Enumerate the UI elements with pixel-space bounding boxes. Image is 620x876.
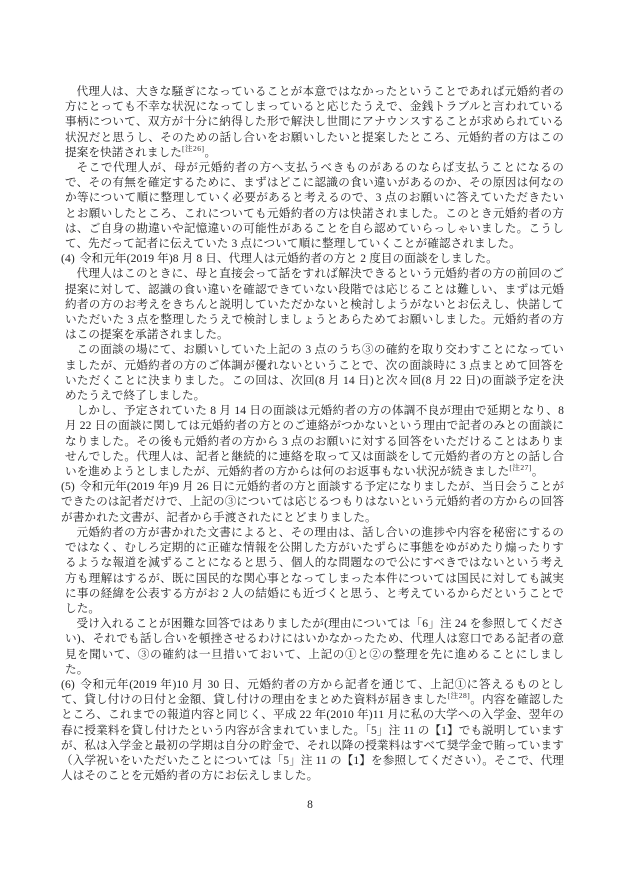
item-label: (6) <box>61 677 75 691</box>
paragraph: 代理人はこのときに、母と直接会って話をすれば解決できるという元婚約者の方の前回のご提案に対して、認識の食い違いを確認できていない段階では応じることは難しい、まずは元婚約者の方のお考えをきちんと説明していただかないと検討しようがないとお伝えし、快諾していただいた 3 点を整理したうえで検討しましょうとあらためてお願いしました。元婚約者の方はこの提案を承諾されました。 <box>65 267 564 342</box>
footnote-reference: [注28] <box>447 691 471 701</box>
footnote-reference: [注27] <box>509 463 532 473</box>
list-item-5: (5) 令和元年(2019 年)9 月 26 日に元婚約者の方と面談する予定になりましたが、当日会うことができたのは記者だけで、上記の③については応じるつもりはないという元婚約者の方からの回答が書かれた文書が、記者から手渡されたにとどまりました。 <box>61 480 564 524</box>
paragraph: しかし、予定されていた 8 月 14 日の面談は元婚約者の方の体調不良が理由で延期となり、8 月 22 日の面談に関しては元婚約者の方とのご連絡がつかないという理由で記者のみとの面談になりました。その後も元婚約者の方から 3 点のお願いに対する回答をいただけることはありませんでした。代理人は、記者と継続的に連絡を取って又は面談をして元婚約者の方との話し合いを進めようとしましたが、元婚約者の方からは何のお返事もない状況が続きました[注27]。 <box>65 404 564 479</box>
item-label: (5) <box>61 480 75 494</box>
paragraph: そこで代理人が、母が元婚約者の方へ支払うべきものがあるのならば支払うことになるので、その有無を確定するために、まずはどこに認識の食い違いがあるのか、その原因は何なのか等について順に整理していく必要があると考えるので、3 点のお願いに答えていただきたいとお願いしたところ、これについても元婚約者の方は快諾されました。このとき元婚約者の方は、ご自身の勘違いや記憶違いの可能性があることを自ら認めていらっしゃいました。こうして、先だって記者に伝えていた 3 点について順に整理していくことが確認されました。 <box>65 161 564 251</box>
paragraph: 元婚約者の方が書かれた文書によると、その理由は、話し合いの進捗や内容を秘密にするのではなく、むしろ定期的に正確な情報を公開した方がいたずらに事態をゆがめたり煽ったりするような報道を減ずることになると思う、個人的な問題なので公にすべきではないという考え方も理解はするが、既に国民的な関心事となってしまった本件については国民に対しても誠実に事の経緯を公表する方がお 2 人の結婚にも近づくと思う、と考えているからだということでした。 <box>65 525 564 615</box>
list-item-4: (4) 令和元年(2019 年)8 月 8 日、代理人は元婚約者の方と 2 度目の面談をしました。 <box>61 252 498 266</box>
list-item-6: (6) 令和元年(2019 年)10 月 30 日、元婚約者の方から記者を通じて、上記①に答えるものとして、貸し付けの日付と金額、貸し付けの理由をまとめた資料が届きました[注28]。内容を確認したところ、これまでの報道内容と同じく、平成 22 年(2010 年)11 月に私の大学への入学金、翌年の春に授業料を貸し付けたという内容が含まれていました。「5」注 11 の【1】でも説明していますが、私は入学金と最初の学期は自分の貯金で、それ以降の授業料はすべて奨学金で賄っています（入学祝いをいただいたことについては「5」注 11 の【1】を参照してください）。そこで、代理人はそのことを元婚約者の方にお伝えしました。 <box>61 677 564 783</box>
page-number: 8 <box>307 799 313 812</box>
footnote-reference: [注26] <box>181 143 205 153</box>
paragraph: 受け入れることが困難な回答ではありましたが(理由については「6」注 24 を参照してください)、それでも話し合いを頓挫させるわけにはいかなかったため、代理人は窓口である記者の意見を聞いて、③の確約は一旦措いておいて、上記の①と②の整理を先に進めることにしました。 <box>65 617 564 676</box>
paragraph: この面談の場にて、お願いしていた上記の 3 点のうち③の確約を取り交わすことになっていましたが、元婚約者の方のご体調が優れないということで、次の面談時に 3 点まとめて回答をいただくことに決まりました。この回は、次回(8 月 14 日)と次々回(8 月 22 日)の面談予定を決めたうえで終了しました。 <box>65 343 564 403</box>
paragraph: 代理人は、大きな騒ぎになっていることが本意ではなかったということであれば元婚約者の方にとっても不幸な状況になってしまっていると応じたうえで、金銭トラブルと言われている事柄について、双方が十分に納得した形で解決し世間にアナウンスすることが求められている状況だと思うし、そのための話し合いをお願いしたいと提案したところ、元婚約者の方はこの提案を快諾されました[注26]。 <box>65 85 564 159</box>
item-label: (4) <box>61 252 75 266</box>
